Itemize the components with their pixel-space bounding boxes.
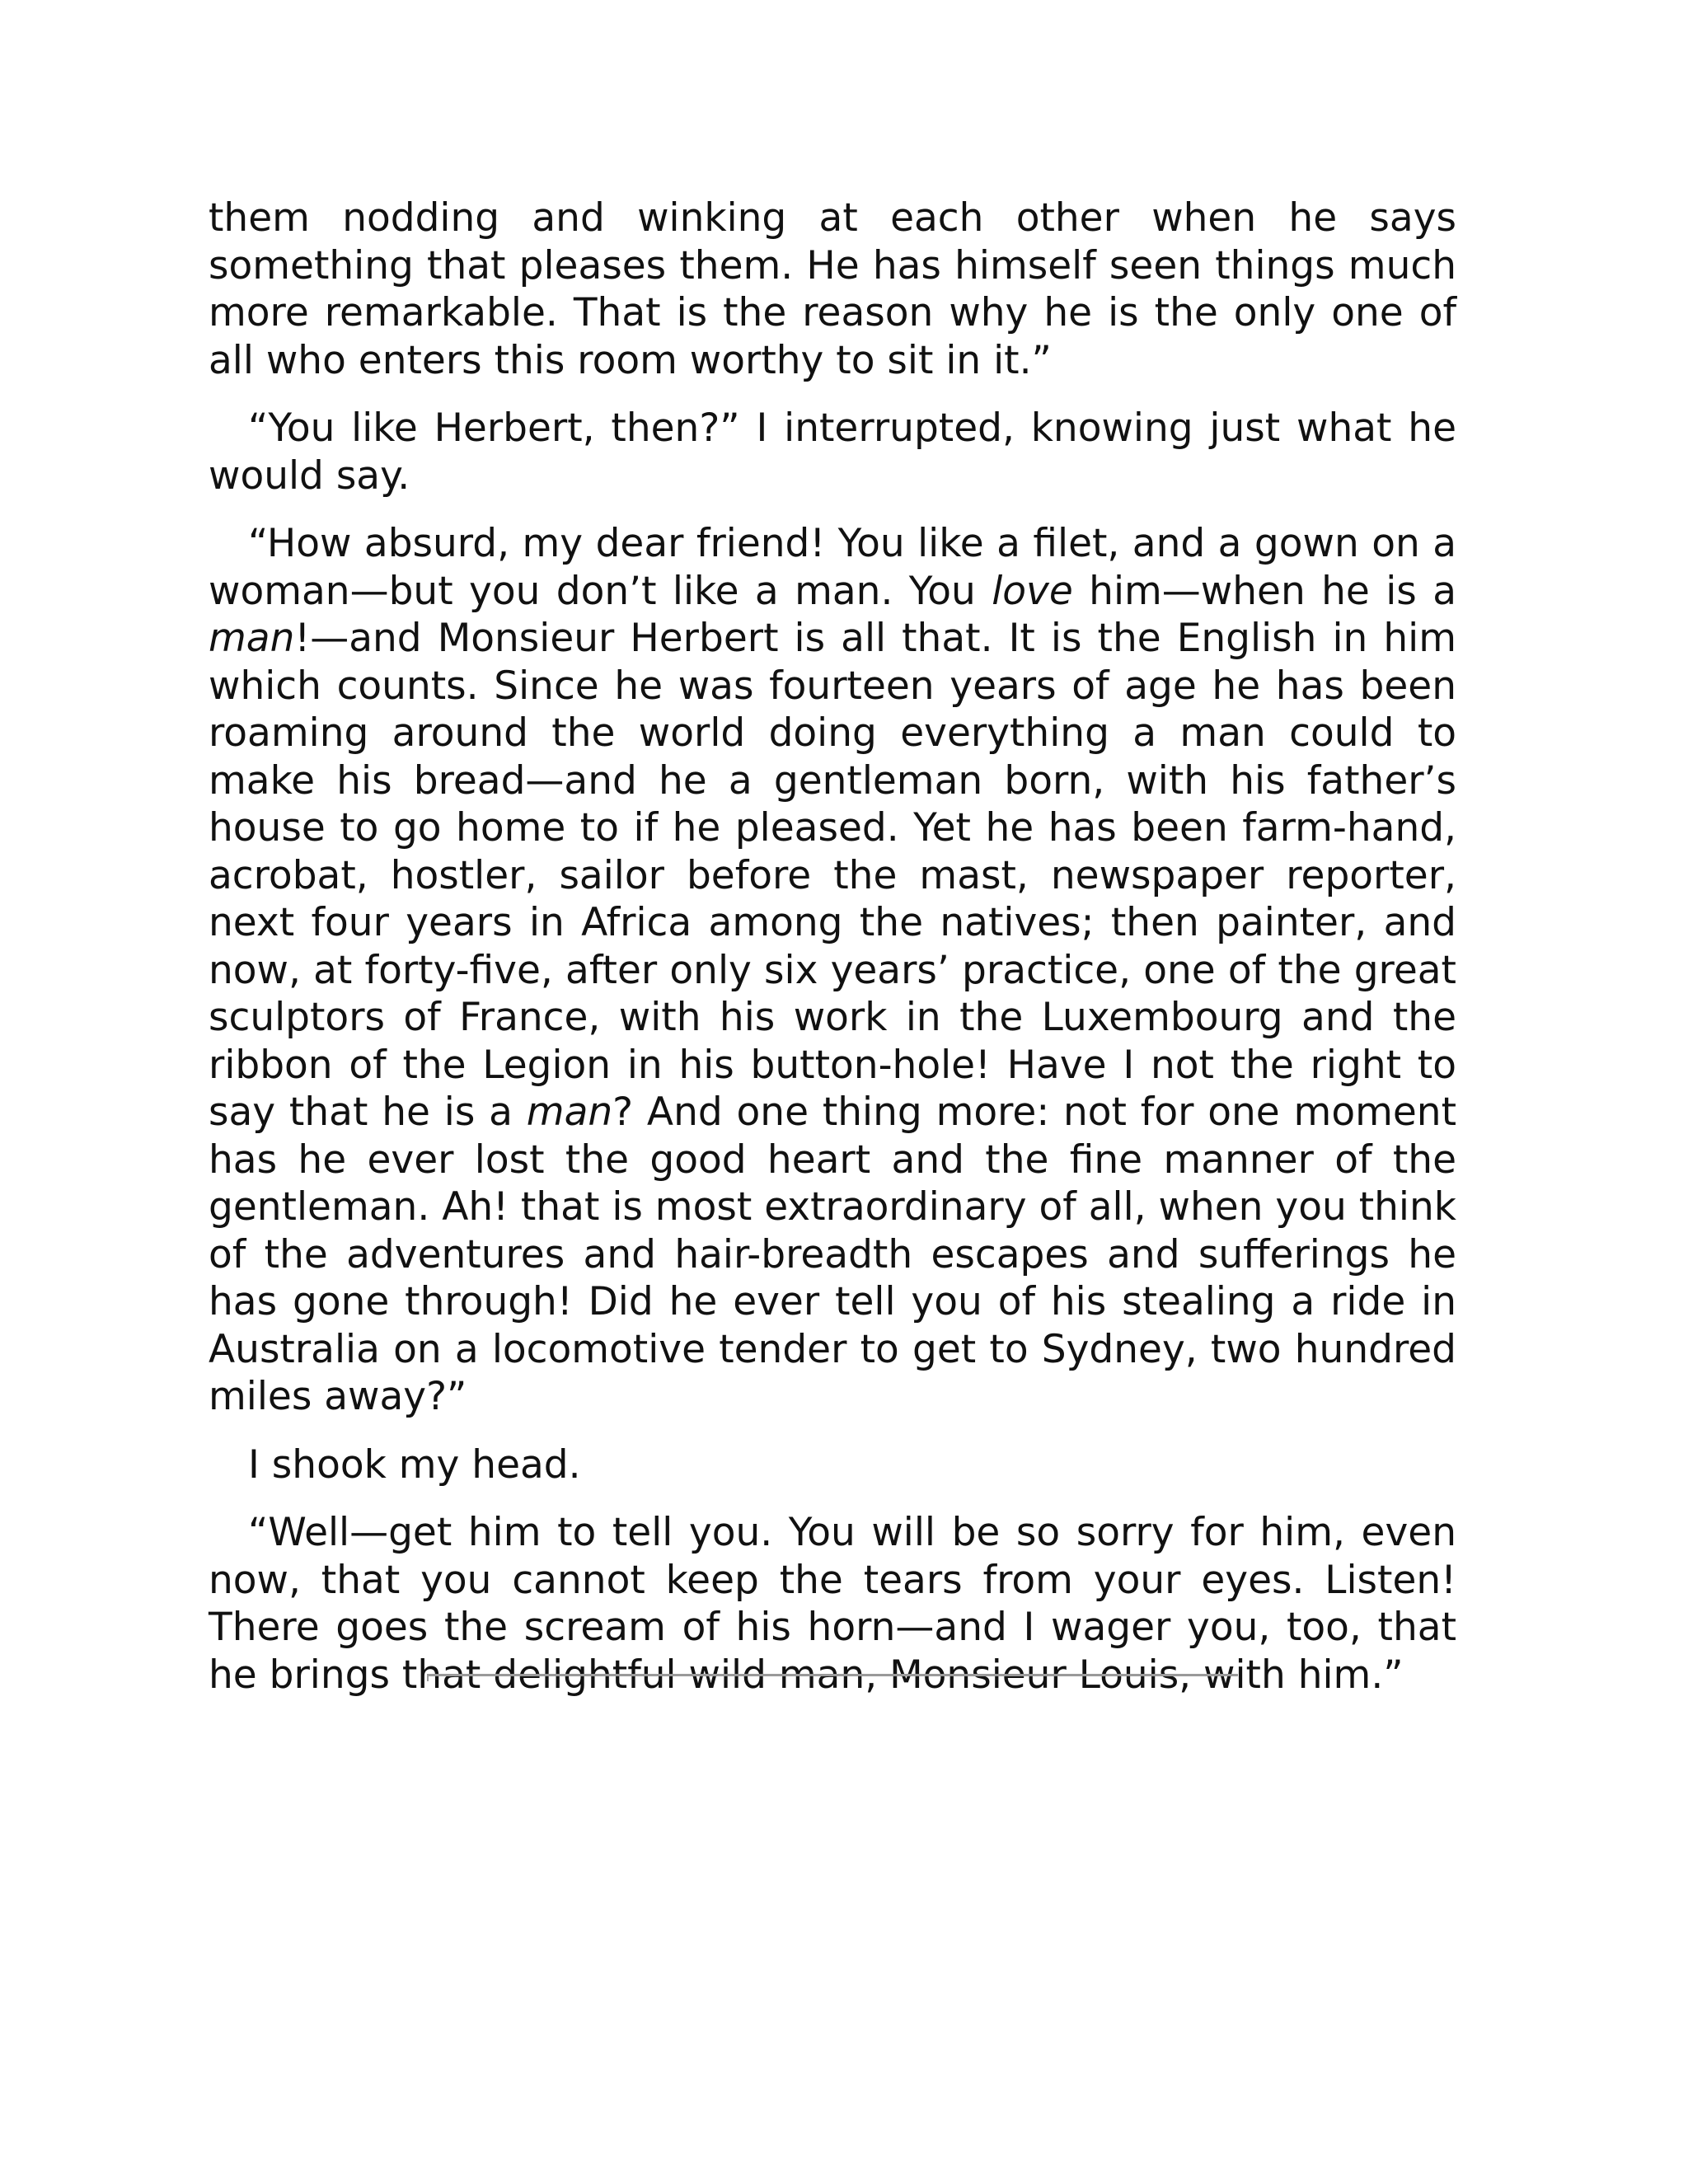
paragraph-2: [209, 405, 1456, 499]
paragraph-text: “You like Herbert, then?” I interrupted, knowing just what he would say.: [209, 405, 1456, 499]
paragraph-5: [209, 1509, 1456, 1699]
paragraph-text: him—when he is a: [1072, 568, 1456, 614]
paragraph-text: “Well—get him to tell you. You will be so sorry for him, even now, that you cannot keep the tears from your eyes. Listen! There goes the scream of his horn—and I wager you, too, that he brings that delightful wild man, Monsieur Louis, with him.”: [209, 1510, 1456, 1698]
paragraph-text: !—and Monsieur Herbert is all that. It is the English in him which counts. Since he was fourteen years of age he has been roaming around the world doing everything a man could to make his bread—and he a gentleman born, with his father’s house to go home to if he pleased. Yet he has been farm-hand, acrobat, hostler, sailor before the mast, newspaper reporter, next four years in Africa among the natives; then painter, and now, at forty-five, after only six years’ practice, one of the great sculptors of France, with his work in the Luxembourg and the ribbon of the Legion in his button-hole! Have I not the right to say that he is a: [209, 616, 1456, 1135]
emphasis-text: man: [526, 1090, 613, 1135]
page-body: [209, 194, 1456, 1719]
paragraph-text: I shook my head.: [248, 1441, 581, 1488]
paragraph-4: [209, 1441, 1456, 1489]
section-divider: [427, 1674, 1238, 1681]
paragraph-3: [209, 520, 1456, 1421]
emphasis-text: love: [992, 568, 1073, 614]
paragraph-1: [209, 194, 1456, 384]
paragraph-text: “How absurd, my dear friend! You like a filet, and a gown on a woman—but you don’t like a man. You: [209, 521, 1456, 614]
paragraph-text: ? And one thing more: not for one moment has he ever lost the good heart and the fine manner of the gentleman. Ah! that is most extraordinary of all, when you think of the adventures and hair-breadth escapes and sufferings he has gone through! Did he ever tell you of his stealing a ride in Australia on a locomotive tender to get to Sydney, two hundred miles away?”: [209, 1090, 1456, 1419]
paragraph-text: them nodding and winking at each other when he says something that pleases them. He has himself seen things much more remarkable. That is the reason why he is the only one of all who enters this room worthy to sit in it.”: [209, 195, 1456, 383]
emphasis-text: man: [209, 616, 295, 661]
